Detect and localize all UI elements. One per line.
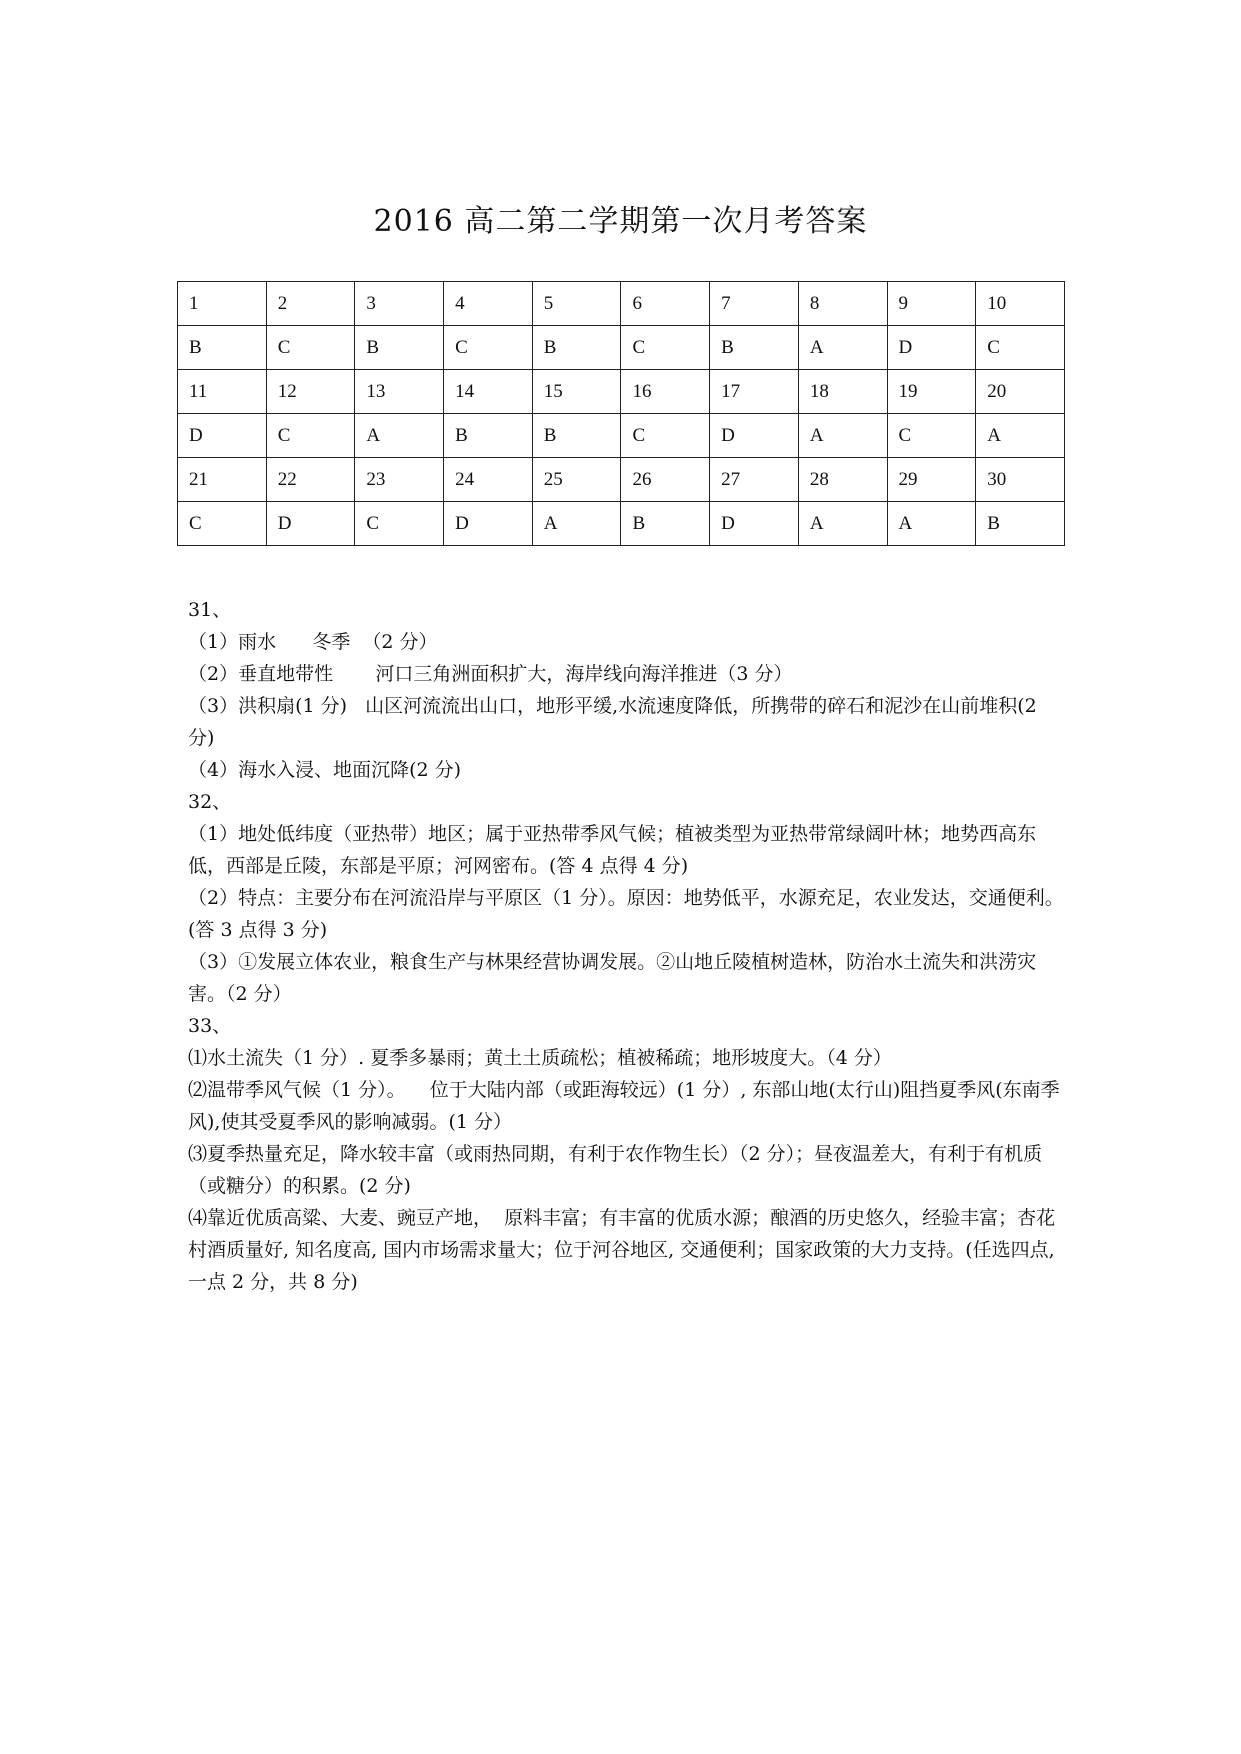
- question-number-cell: 21: [178, 458, 267, 502]
- answer-cell: A: [798, 502, 887, 546]
- question-33: [188, 1010, 1068, 1298]
- question-number-cell: 3: [355, 282, 444, 326]
- answer-cell: B: [621, 502, 710, 546]
- question-number-cell: 4: [444, 282, 533, 326]
- answer-cell: B: [976, 502, 1065, 546]
- question-number-cell: 9: [887, 282, 976, 326]
- answer-row: [178, 414, 1065, 458]
- answer-line: （4）海水入浸、地面沉降(2 分): [188, 759, 462, 781]
- question-number: 31、: [188, 599, 232, 621]
- page-title: 2016 高二第二学期第一次月考答案: [373, 204, 868, 239]
- answer-cell: A: [355, 414, 444, 458]
- question-number-cell: 28: [798, 458, 887, 502]
- answer-cell: D: [444, 502, 533, 546]
- question-number-cell: 12: [266, 370, 355, 414]
- question-number-cell: 6: [621, 282, 710, 326]
- answer-cell: A: [887, 502, 976, 546]
- answer-line: ⑷靠近优质高粱、大麦、豌豆产地， 原料丰富；有丰富的优质水源；酿酒的历史悠久，经验丰富；杏花村酒质量好, 知名度高, 国内市场需求量大；位于河谷地区, 交通便利；国家政策的大力支持。(任选四点, 一点 2 分，共 8 分): [188, 1207, 1061, 1293]
- question-number-cell: 13: [355, 370, 444, 414]
- question-number-cell: 25: [532, 458, 621, 502]
- question-number-cell: 30: [976, 458, 1065, 502]
- answer-cell: B: [532, 326, 621, 370]
- answer-cell: A: [798, 326, 887, 370]
- question-number-cell: 2: [266, 282, 355, 326]
- question-number: 32、: [188, 791, 232, 813]
- answer-line: （3）洪积扇(1 分) 山区河流流出山口，地形平缓,水流速度降低，所携带的碎石和泥沙在山前堆积(2 分): [188, 695, 1043, 749]
- answer-cell: B: [444, 414, 533, 458]
- question-number-cell: 19: [887, 370, 976, 414]
- answer-table: [177, 281, 1065, 546]
- answer-cell: D: [266, 502, 355, 546]
- question-number-cell: 15: [532, 370, 621, 414]
- answer-cell: A: [798, 414, 887, 458]
- answer-cell: B: [355, 326, 444, 370]
- question-number-cell: 17: [710, 370, 799, 414]
- question-number-cell: 5: [532, 282, 621, 326]
- question-number-cell: 14: [444, 370, 533, 414]
- question-number-row: [178, 458, 1065, 502]
- answer-line: ⑴水土流失（1 分）. 夏季多暴雨；黄土土质疏松；植被稀疏；地形坡度大。（4 分）: [188, 1047, 892, 1069]
- answer-line: （2）特点：主要分布在河流沿岸与平原区（1 分）。原因：地势低平，水源充足，农业发达，交通便利。(答 3 点得 3 分): [188, 887, 1064, 941]
- answer-cell: D: [710, 414, 799, 458]
- question-number-cell: 20: [976, 370, 1065, 414]
- question-number-row: [178, 370, 1065, 414]
- answer-cell: D: [710, 502, 799, 546]
- question-number-cell: 18: [798, 370, 887, 414]
- answer-cell: D: [887, 326, 976, 370]
- answer-cell: C: [887, 414, 976, 458]
- answer-line: ⑵温带季风气候（1 分）。 位于大陆内部（或距海较远）(1 分）, 东部山地(太行山)阻挡夏季风(东南季风),使其受夏季风的影响减弱。(1 分）: [188, 1079, 1060, 1133]
- answer-cell: C: [621, 414, 710, 458]
- question-number-cell: 24: [444, 458, 533, 502]
- question-number-cell: 29: [887, 458, 976, 502]
- answer-cell: B: [532, 414, 621, 458]
- question-number-cell: 1: [178, 282, 267, 326]
- answer-cell: D: [178, 414, 267, 458]
- answer-cell: C: [976, 326, 1065, 370]
- answer-cell: A: [532, 502, 621, 546]
- answer-line: ⑶夏季热量充足，降水较丰富（或雨热同期，有利于农作物生长）（2 分）；昼夜温差大，有利于有机质（或糖分）的积累。(2 分): [188, 1143, 1043, 1197]
- question-31: [188, 594, 1068, 786]
- question-number-cell: 22: [266, 458, 355, 502]
- answer-row: [178, 502, 1065, 546]
- question-number-cell: 10: [976, 282, 1065, 326]
- question-number: 33、: [188, 1015, 232, 1037]
- answer-line: （1）地处低纬度（亚热带）地区；属于亚热带季风气候；植被类型为亚热带常绿阔叶林；地势西高东低，西部是丘陵，东部是平原；河网密布。(答 4 点得 4 分): [188, 823, 1037, 877]
- question-number-cell: 23: [355, 458, 444, 502]
- answer-cell: B: [178, 326, 267, 370]
- answer-cell: B: [710, 326, 799, 370]
- answer-cell: C: [266, 414, 355, 458]
- question-number-cell: 27: [710, 458, 799, 502]
- answer-cell: C: [355, 502, 444, 546]
- answer-row: [178, 326, 1065, 370]
- question-number-cell: 16: [621, 370, 710, 414]
- question-number-cell: 26: [621, 458, 710, 502]
- question-32: [188, 786, 1068, 1010]
- question-number-row: [178, 282, 1065, 326]
- answers-section: [188, 594, 1068, 1298]
- question-number-cell: 11: [178, 370, 267, 414]
- question-number-cell: 7: [710, 282, 799, 326]
- answer-cell: C: [178, 502, 267, 546]
- answer-line: （3）①发展立体农业，粮食生产与林果经营协调发展。②山地丘陵植树造林，防治水土流失和洪涝灾害。（2 分）: [188, 951, 1037, 1005]
- answer-cell: C: [621, 326, 710, 370]
- answer-line: （2）垂直地带性 河口三角洲面积扩大，海岸线向海洋推进（3 分）: [188, 663, 793, 685]
- answer-cell: A: [976, 414, 1065, 458]
- answer-cell: C: [266, 326, 355, 370]
- question-number-cell: 8: [798, 282, 887, 326]
- answer-cell: C: [444, 326, 533, 370]
- answer-line: （1）雨水 冬季 （2 分）: [188, 631, 438, 653]
